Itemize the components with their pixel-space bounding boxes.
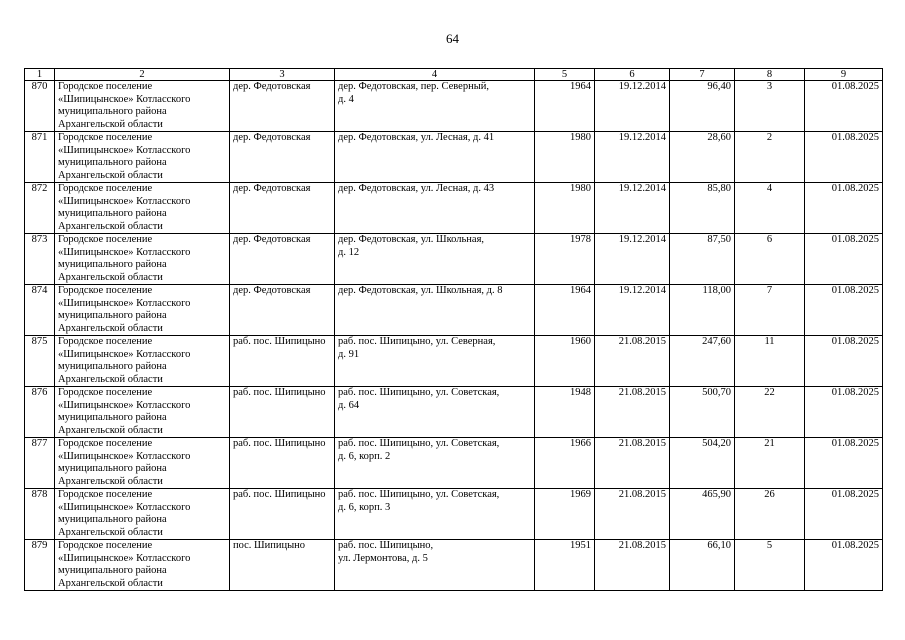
- organization-cell-line: Архангельской области: [58, 526, 163, 538]
- organization-cell-line: «Шипицынское» Котласского: [58, 348, 191, 360]
- check-date-cell: 01.08.2025: [805, 183, 883, 234]
- address-cell: [335, 285, 535, 336]
- row-number-cell: 878: [25, 489, 55, 540]
- organization-cell-line: Городское поселение: [58, 387, 153, 398]
- column-header: 4: [335, 69, 535, 81]
- count-cell: 3: [735, 81, 805, 132]
- date-cell: 21.08.2015: [595, 336, 670, 387]
- address-cell-line: раб. пос. Шипицыно, ул. Советская,: [338, 387, 500, 398]
- date-cell: 19.12.2014: [595, 81, 670, 132]
- year-cell: 1964: [535, 81, 595, 132]
- locality-cell: дер. Федотовская: [230, 234, 335, 285]
- organization-cell-line: муниципального района: [58, 361, 167, 372]
- organization-cell-line: муниципального района: [58, 157, 167, 168]
- organization-cell-line: «Шипицынское» Котласского: [58, 501, 191, 513]
- row-number-cell: 871: [25, 132, 55, 183]
- organization-cell-line: «Шипицынское» Котласского: [58, 144, 191, 156]
- address-cell: [335, 336, 535, 387]
- date-cell: 19.12.2014: [595, 234, 670, 285]
- year-cell: 1960: [535, 336, 595, 387]
- count-cell: 26: [735, 489, 805, 540]
- date-cell: 21.08.2015: [595, 387, 670, 438]
- locality-cell: дер. Федотовская: [230, 81, 335, 132]
- table-row: [25, 183, 883, 234]
- address-cell: [335, 81, 535, 132]
- organization-cell-line: муниципального района: [58, 412, 167, 423]
- address-cell-line: дер. Федотовская, ул. Лесная, д. 41: [338, 132, 495, 143]
- organization-cell-line: «Шипицынское» Котласского: [58, 297, 191, 309]
- organization-cell: [55, 132, 230, 183]
- check-date-cell: 01.08.2025: [805, 387, 883, 438]
- table-row: [25, 489, 883, 540]
- address-cell-line: д. 6, корп. 2: [338, 450, 391, 462]
- year-cell: 1969: [535, 489, 595, 540]
- organization-cell-line: муниципального района: [58, 259, 167, 270]
- address-cell: [335, 183, 535, 234]
- area-cell: 118,00: [670, 285, 735, 336]
- year-cell: 1980: [535, 132, 595, 183]
- organization-cell-line: муниципального района: [58, 514, 167, 525]
- column-header: 5: [535, 69, 595, 81]
- area-cell: 504,20: [670, 438, 735, 489]
- organization-cell-line: Городское поселение: [58, 234, 153, 245]
- count-cell: 7: [735, 285, 805, 336]
- column-header: 6: [595, 69, 670, 81]
- check-date-cell: 01.08.2025: [805, 438, 883, 489]
- address-cell-line: д. 64: [338, 399, 360, 411]
- address-cell-line: раб. пос. Шипицыно, ул. Советская,: [338, 489, 500, 500]
- organization-cell-line: Архангельской области: [58, 373, 163, 385]
- address-cell-line: ул. Лермонтова, д. 5: [338, 552, 428, 564]
- date-cell: 21.08.2015: [595, 489, 670, 540]
- check-date-cell: 01.08.2025: [805, 81, 883, 132]
- organization-cell: [55, 438, 230, 489]
- organization-cell-line: муниципального района: [58, 106, 167, 117]
- organization-cell-line: Архангельской области: [58, 271, 163, 283]
- count-cell: 5: [735, 540, 805, 591]
- organization-cell-line: «Шипицынское» Котласского: [58, 93, 191, 105]
- table-row: [25, 387, 883, 438]
- address-cell: [335, 387, 535, 438]
- area-cell: 28,60: [670, 132, 735, 183]
- organization-cell-line: Городское поселение: [58, 489, 153, 500]
- locality-cell: дер. Федотовская: [230, 285, 335, 336]
- address-cell-line: д. 6, корп. 3: [338, 501, 391, 513]
- address-cell-line: д. 91: [338, 348, 360, 360]
- organization-cell: [55, 234, 230, 285]
- address-cell: [335, 540, 535, 591]
- count-cell: 22: [735, 387, 805, 438]
- check-date-cell: 01.08.2025: [805, 540, 883, 591]
- organization-cell-line: Архангельской области: [58, 118, 163, 130]
- page-number: 64: [446, 31, 459, 46]
- housing-registry-table: [24, 68, 883, 591]
- organization-cell: [55, 336, 230, 387]
- organization-cell-line: Архангельской области: [58, 475, 163, 487]
- row-number-cell: 873: [25, 234, 55, 285]
- year-cell: 1978: [535, 234, 595, 285]
- address-cell-line: раб. пос. Шипицыно, ул. Северная,: [338, 336, 496, 347]
- date-cell: 19.12.2014: [595, 183, 670, 234]
- organization-cell-line: «Шипицынское» Котласского: [58, 450, 191, 462]
- organization-cell: [55, 489, 230, 540]
- row-number-cell: 872: [25, 183, 55, 234]
- date-cell: 21.08.2015: [595, 540, 670, 591]
- organization-cell-line: Городское поселение: [58, 81, 153, 92]
- locality-cell: раб. пос. Шипицыно: [230, 489, 335, 540]
- table-row: [25, 285, 883, 336]
- count-cell: 2: [735, 132, 805, 183]
- address-cell-line: д. 12: [338, 246, 360, 258]
- table-row: [25, 234, 883, 285]
- organization-cell-line: муниципального района: [58, 310, 167, 321]
- locality-cell: дер. Федотовская: [230, 183, 335, 234]
- year-cell: 1966: [535, 438, 595, 489]
- area-cell: 85,80: [670, 183, 735, 234]
- row-number-cell: 875: [25, 336, 55, 387]
- organization-cell: [55, 540, 230, 591]
- area-cell: 500,70: [670, 387, 735, 438]
- organization-cell-line: Архангельской области: [58, 220, 163, 232]
- check-date-cell: 01.08.2025: [805, 132, 883, 183]
- address-cell-line: дер. Федотовская, пер. Северный,: [338, 81, 490, 92]
- locality-cell: раб. пос. Шипицыно: [230, 387, 335, 438]
- row-number-cell: 877: [25, 438, 55, 489]
- date-cell: 19.12.2014: [595, 285, 670, 336]
- column-header: 1: [25, 69, 55, 81]
- count-cell: 11: [735, 336, 805, 387]
- count-cell: 4: [735, 183, 805, 234]
- table-row: [25, 438, 883, 489]
- row-number-cell: 879: [25, 540, 55, 591]
- area-cell: 96,40: [670, 81, 735, 132]
- area-cell: 87,50: [670, 234, 735, 285]
- column-header: 7: [670, 69, 735, 81]
- table-row: [25, 132, 883, 183]
- organization-cell-line: Городское поселение: [58, 336, 153, 347]
- date-cell: 21.08.2015: [595, 438, 670, 489]
- check-date-cell: 01.08.2025: [805, 489, 883, 540]
- table-row: [25, 81, 883, 132]
- year-cell: 1980: [535, 183, 595, 234]
- address-cell-line: дер. Федотовская, ул. Лесная, д. 43: [338, 183, 495, 194]
- organization-cell-line: Городское поселение: [58, 132, 153, 143]
- organization-cell-line: Городское поселение: [58, 183, 153, 194]
- column-header: 8: [735, 69, 805, 81]
- address-cell-line: раб. пос. Шипицыно, ул. Советская,: [338, 438, 500, 449]
- organization-cell: [55, 285, 230, 336]
- organization-cell-line: Архангельской области: [58, 577, 163, 589]
- address-cell-line: дер. Федотовская, ул. Школьная,: [338, 234, 485, 245]
- locality-cell: дер. Федотовская: [230, 132, 335, 183]
- organization-cell-line: Городское поселение: [58, 438, 153, 449]
- year-cell: 1964: [535, 285, 595, 336]
- locality-cell: раб. пос. Шипицыно: [230, 438, 335, 489]
- area-cell: 66,10: [670, 540, 735, 591]
- column-number-row: [25, 69, 883, 81]
- table-body: [25, 81, 883, 591]
- check-date-cell: 01.08.2025: [805, 336, 883, 387]
- table-row: [25, 336, 883, 387]
- address-cell: [335, 489, 535, 540]
- organization-cell-line: муниципального района: [58, 208, 167, 219]
- organization-cell: [55, 81, 230, 132]
- organization-cell-line: «Шипицынское» Котласского: [58, 195, 191, 207]
- address-cell-line: раб. пос. Шипицыно,: [338, 540, 434, 551]
- year-cell: 1951: [535, 540, 595, 591]
- column-header: 9: [805, 69, 883, 81]
- organization-cell-line: Архангельской области: [58, 322, 163, 334]
- year-cell: 1948: [535, 387, 595, 438]
- locality-cell: пос. Шипицыно: [230, 540, 335, 591]
- organization-cell-line: Архангельской области: [58, 169, 163, 181]
- organization-cell: [55, 387, 230, 438]
- area-cell: 247,60: [670, 336, 735, 387]
- locality-cell: раб. пос. Шипицыно: [230, 336, 335, 387]
- organization-cell-line: «Шипицынское» Котласского: [58, 399, 191, 411]
- count-cell: 21: [735, 438, 805, 489]
- address-cell: [335, 234, 535, 285]
- date-cell: 19.12.2014: [595, 132, 670, 183]
- organization-cell: [55, 183, 230, 234]
- address-cell-line: дер. Федотовская, ул. Школьная, д. 8: [338, 285, 503, 296]
- organization-cell-line: «Шипицынское» Котласского: [58, 552, 191, 564]
- organization-cell-line: Архангельской области: [58, 424, 163, 436]
- address-cell-line: д. 4: [338, 93, 354, 105]
- check-date-cell: 01.08.2025: [805, 285, 883, 336]
- address-cell: [335, 438, 535, 489]
- organization-cell-line: муниципального района: [58, 463, 167, 474]
- organization-cell-line: Городское поселение: [58, 540, 153, 551]
- row-number-cell: 874: [25, 285, 55, 336]
- row-number-cell: 876: [25, 387, 55, 438]
- address-cell: [335, 132, 535, 183]
- organization-cell-line: муниципального района: [58, 565, 167, 576]
- organization-cell-line: Городское поселение: [58, 285, 153, 296]
- row-number-cell: 870: [25, 81, 55, 132]
- column-header: 3: [230, 69, 335, 81]
- organization-cell-line: «Шипицынское» Котласского: [58, 246, 191, 258]
- check-date-cell: 01.08.2025: [805, 234, 883, 285]
- table-row: [25, 540, 883, 591]
- count-cell: 6: [735, 234, 805, 285]
- area-cell: 465,90: [670, 489, 735, 540]
- column-header: 2: [55, 69, 230, 81]
